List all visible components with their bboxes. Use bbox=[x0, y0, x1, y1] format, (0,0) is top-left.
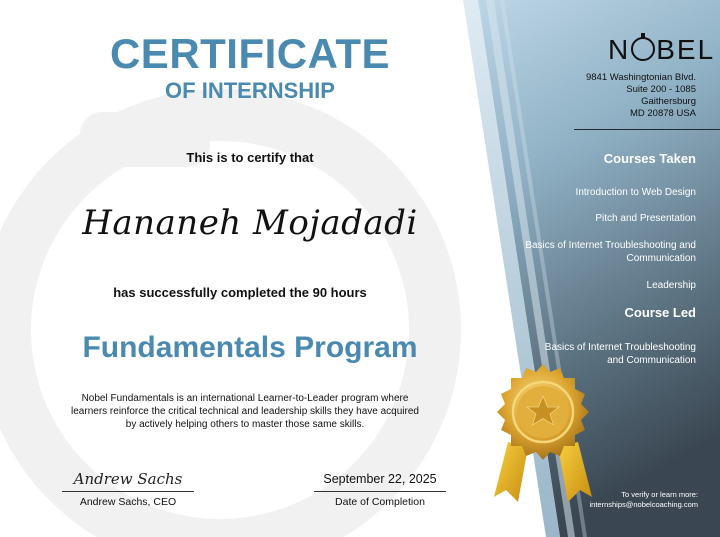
ceo-signature-block bbox=[62, 470, 194, 508]
ceo-name-label: Andrew Sachs, CEO bbox=[79, 496, 177, 508]
certify-text: This is to certify that bbox=[186, 150, 314, 165]
course-item: Basics of Internet Troubleshooting and Communication bbox=[525, 240, 696, 264]
completion-text: has successfully completed the 90 hours bbox=[113, 285, 367, 300]
certificate-title: CERTIFICATE bbox=[109, 30, 391, 77]
address-line: 9841 Washingtonian Blvd. bbox=[585, 72, 696, 83]
description-line: learners reinforce the critical technical and leadership skills they have acquired bbox=[71, 406, 419, 417]
completion-date: September 22, 2025 bbox=[323, 472, 437, 486]
logo-text: BEL bbox=[656, 34, 716, 65]
course-item: Leadership bbox=[646, 280, 696, 291]
course-led-item: Basics of Internet Troubleshooting and Communication bbox=[544, 342, 696, 366]
verify-email-link[interactable]: internships@nobelcoaching.com bbox=[589, 500, 698, 509]
date-block bbox=[314, 470, 446, 508]
course-led-title: Course Led bbox=[624, 305, 696, 320]
signature-line bbox=[62, 491, 194, 492]
logo-text: N bbox=[608, 34, 631, 65]
address-divider bbox=[574, 129, 720, 130]
program-title: Fundamentals Program bbox=[82, 331, 418, 364]
course-item: Pitch and Presentation bbox=[595, 213, 696, 224]
date-line bbox=[314, 491, 446, 492]
ceo-signature: Andrew Sachs bbox=[73, 470, 183, 488]
description-line: Nobel Fundamentals is an international Learner-to-Leader program where bbox=[81, 393, 409, 404]
recipient-name: Hananeh Mojadadi bbox=[82, 203, 418, 243]
completion-date-label: Date of Completion bbox=[335, 496, 425, 508]
nobel-logo bbox=[608, 34, 716, 66]
gold-seal-icon bbox=[488, 362, 598, 512]
organization-address bbox=[586, 72, 696, 120]
program-description bbox=[50, 392, 440, 431]
certificate-subtitle: OF INTERNSHIP bbox=[165, 78, 335, 103]
address-line: MD 20878 USA bbox=[629, 108, 696, 119]
description-line: by actively helping others to master those same skills. bbox=[125, 419, 365, 430]
course-item: Introduction to Web Design bbox=[575, 187, 696, 198]
address-line: Suite 200 - 1085 bbox=[626, 84, 696, 95]
address-line: Gaithersburg bbox=[641, 96, 696, 107]
verify-text: To verify or learn more: bbox=[621, 490, 698, 499]
courses-taken-title: Courses Taken bbox=[603, 151, 696, 166]
verify-info bbox=[589, 490, 698, 510]
logo-o-icon bbox=[631, 37, 655, 61]
